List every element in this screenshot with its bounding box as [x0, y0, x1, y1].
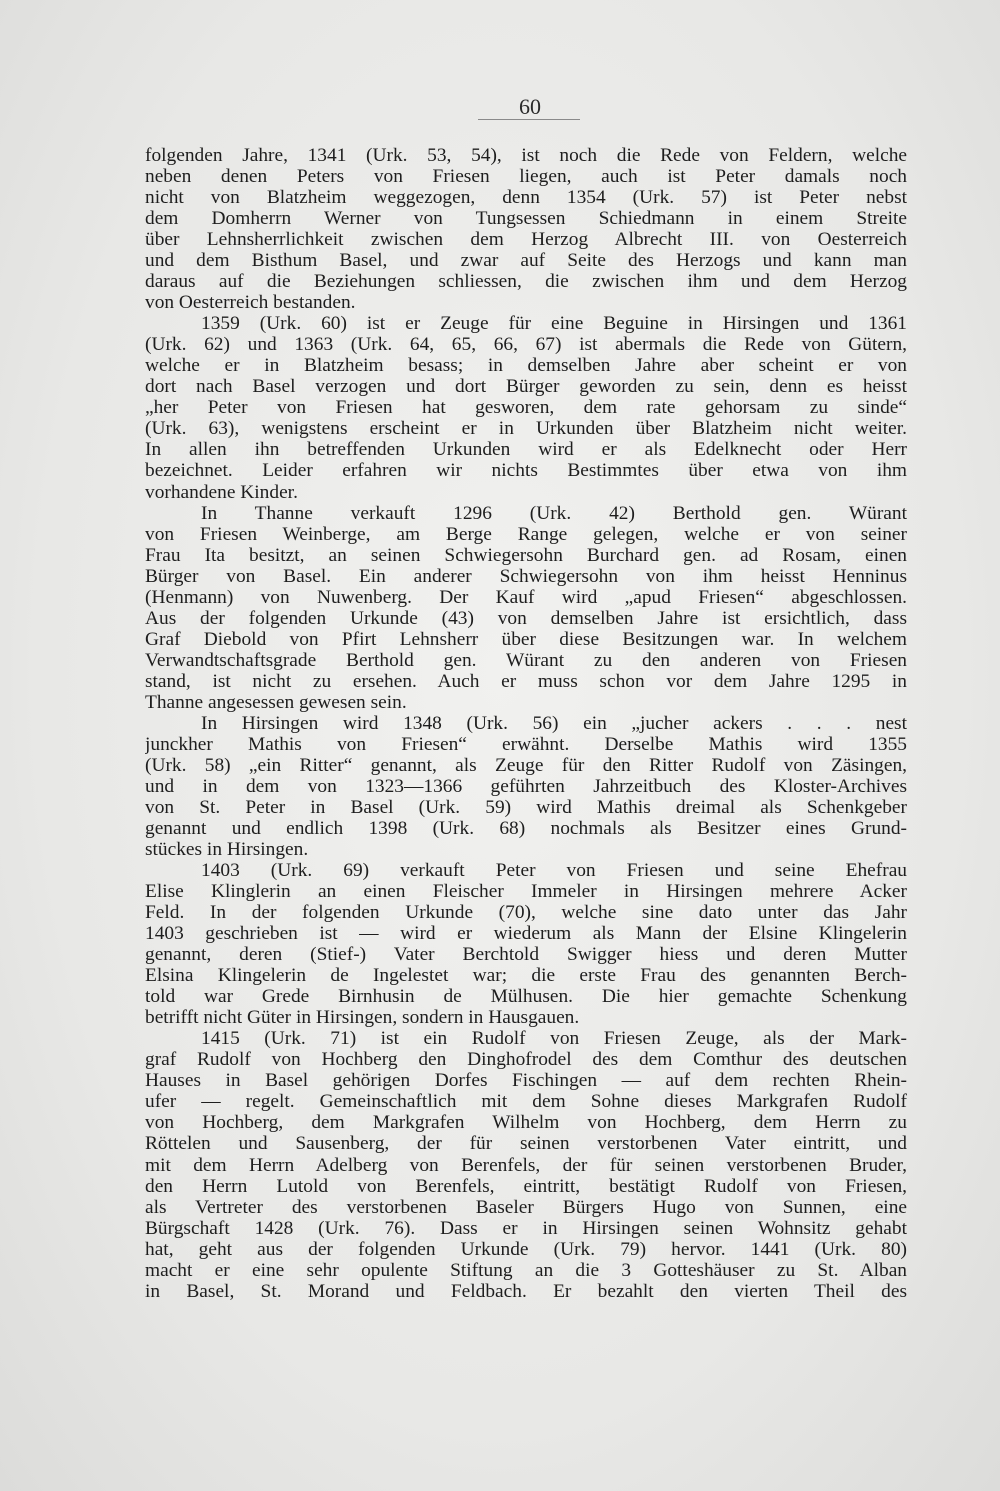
text-line: In Thanne verkauft 1296 (Urk. 42) Berthold gen. Würant: [201, 502, 907, 524]
text-line: (Urk. 63), wenigstens erscheint er in Urkunden über Blatzheim nicht weiter.: [145, 418, 907, 440]
text-line: nicht von Blatzheim weggezogen, denn 1354 (Urk. 57) ist Peter nebst: [145, 187, 907, 209]
text-line: (Urk. 58) „ein Ritter“ genannt, als Zeuge für den Ritter Rudolf von Zäsingen,: [145, 754, 907, 776]
text-line: Graf Diebold von Pfirt Lehnsherr über diese Besitzungen war. In welchem: [145, 628, 907, 650]
text-line: stückes in Hirsingen.: [145, 839, 309, 861]
text-line: In Hirsingen wird 1348 (Urk. 56) ein „jucher ackers . . . nest: [201, 712, 907, 734]
text-line: daraus auf die Beziehungen schliessen, die zwischen ihm und dem Herzog: [145, 271, 907, 293]
text-line: den Herrn Lutold von Berenfels, eintritt, bestätigt Rudolf von Friesen,: [145, 1175, 907, 1197]
text-line: über Lehnsherrlichkeit zwischen dem Herzog Albrecht III. von Oesterreich: [145, 229, 907, 251]
text-line: Hauses in Basel gehörigen Dorfes Fischingen — auf dem rechten Rhein-: [145, 1070, 907, 1092]
text-line: neben denen Peters von Friesen liegen, auch ist Peter damals noch: [145, 166, 907, 188]
text-line: Bürger von Basel. Ein anderer Schwiegersohn von ihm heisst Henninus: [145, 565, 907, 587]
text-line: in Basel, St. Morand und Feldbach. Er bezahlt den vierten Theil des: [145, 1280, 907, 1302]
text-line: von Hochberg, dem Markgrafen Wilhelm von Hochberg, dem Herrn zu: [145, 1112, 907, 1134]
text-line: Elsina Klingelerin de Ingelestet war; die erste Frau des genannten Berch-: [145, 965, 907, 987]
text-line: 1403 (Urk. 69) verkauft Peter von Friesen und seine Ehefrau: [201, 860, 907, 882]
text-line: Röttelen und Sausenberg, der für seinen verstorbenen Vater eintritt, und: [145, 1133, 907, 1155]
text-line: ufer — regelt. Gemeinschaftlich mit dem Sohne dieses Markgrafen Rudolf: [145, 1091, 907, 1113]
text-line: dem Domherrn Werner von Tungsessen Schiedmann in einem Streite: [145, 208, 907, 230]
text-line: 1415 (Urk. 71) ist ein Rudolf von Friesen Zeuge, als der Mark-: [201, 1028, 907, 1050]
text-line: graf Rudolf von Hochberg den Dinghofrodel des dem Comthur des deutschen: [145, 1049, 907, 1071]
page-number: 60: [519, 94, 541, 119]
text-line: bezeichnet. Leider erfahren wir nichts Bestimmtes über etwa von ihm: [145, 460, 907, 482]
text-line: (Henmann) von Nuwenberg. Der Kauf wird „apud Friesen“ abgeschlossen.: [145, 586, 907, 608]
text-line: Frau Ita besitzt, an seinen Schwiegersohn Burchard gen. ad Rosam, einen: [145, 544, 907, 566]
text-line: welche er in Blatzheim besass; in demselben Jahre aber scheint er von: [145, 355, 907, 377]
text-line: von St. Peter in Basel (Urk. 59) wird Mathis dreimal als Schenkgeber: [145, 796, 907, 818]
text-line: Elise Klinglerin an einen Fleischer Immeler in Hirsingen mehrere Acker: [145, 881, 907, 903]
text-line: Thanne angesessen gewesen sein.: [145, 691, 407, 713]
text-line: folgenden Jahre, 1341 (Urk. 53, 54), ist noch die Rede von Feldern, welche: [145, 145, 907, 166]
text-line: (Urk. 62) und 1363 (Urk. 64, 65, 66, 67) ist abermals die Rede von Gütern,: [145, 334, 907, 356]
text-line: vorhandene Kinder.: [145, 481, 298, 503]
text-line: genannt und endlich 1398 (Urk. 68) nochmals als Besitzer eines Grund-: [145, 818, 907, 839]
text-line: macht er eine sehr opulente Stiftung an die 3 Gotteshäuser zu St. Alban: [145, 1259, 907, 1281]
page-number-rule: [478, 119, 580, 120]
text-line: 1359 (Urk. 60) ist er Zeuge für eine Beguine in Hirsingen und 1361: [201, 313, 907, 335]
text-line: und in dem von 1323—1366 geführten Jahrzeitbuch des Kloster-Archives: [145, 775, 907, 797]
text-line: von Oesterreich bestanden.: [145, 292, 356, 314]
text-line: von Friesen Weinberge, am Berge Range gelegen, welche er von seiner: [145, 523, 907, 545]
text-line: In allen ihn betreffenden Urkunden wird er als Edelknecht oder Herr: [145, 439, 907, 461]
text-line: Bürgschaft 1428 (Urk. 76). Dass er in Hirsingen seinen Wohnsitz gehabt: [145, 1217, 907, 1239]
text-line: junckher Mathis von Friesen“ erwähnt. Derselbe Mathis wird 1355: [145, 733, 907, 755]
text-line: als Vertreter des verstorbenen Baseler Bürgers Hugo von Sunnen, eine: [145, 1196, 907, 1218]
text-line: Aus der folgenden Urkunde (43) von demselben Jahre ist ersichtlich, dass: [145, 607, 907, 629]
text-line: mit dem Herrn Adelberg von Berenfels, der für seinen verstorbenen Bruder,: [145, 1154, 907, 1176]
text-line: betrifft nicht Güter in Hirsingen, sondern in Hausgauen.: [145, 1007, 580, 1029]
text-line: told war Grede Birnhusin de Mülhusen. Die hier gemachte Schenkung: [145, 986, 907, 1008]
body-text: [145, 145, 907, 1302]
text-line: und dem Bisthum Basel, und zwar auf Seite des Herzogs und kann man: [145, 250, 907, 272]
text-line: „her Peter von Friesen hat gesworen, dem rate gehorsam zu sinde“: [145, 397, 907, 419]
text-line: Feld. In der folgenden Urkunde (70), welche sine dato unter das Jahr: [145, 902, 907, 924]
text-line: 1403 geschrieben ist — wird er wiederum als Mann der Elsine Klingelerin: [145, 923, 907, 945]
text-line: Verwandtschaftsgrade Berthold gen. Würant zu den anderen von Friesen: [145, 649, 907, 671]
text-line: hat, geht aus der folgenden Urkunde (Urk. 79) hervor. 1441 (Urk. 80): [145, 1238, 907, 1260]
text-line: stand, ist nicht zu ersehen. Auch er muss schon vor dem Jahre 1295 in: [145, 670, 907, 692]
text-line: genannt, deren (Stief-) Vater Berchtold Swigger hiess und deren Mutter: [145, 944, 907, 966]
text-line: dort nach Basel verzogen und dort Bürger geworden zu sein, denn es heisst: [145, 376, 907, 398]
